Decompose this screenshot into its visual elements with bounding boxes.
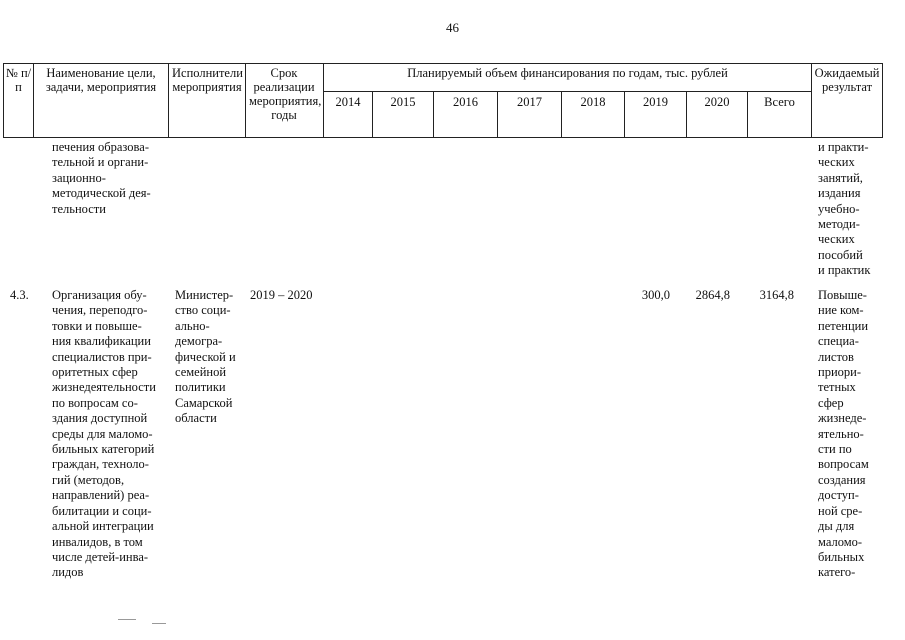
header-result: Ожидаемый результат — [814, 66, 880, 94]
scan-speck — [152, 623, 166, 624]
row-name: Организация обу- чения, переподго- товки и повыше- ния квалификации специалистов при- оритетных сфер жизнедеятельности по вопросам со- здания доступной среды для маломо- бильных категорий граждан, техноло- гий (методов, направлений) реа- билитации и соци- альной интеграции инвалидов, в том числе детей-инва- лидов — [52, 288, 156, 580]
value-2019: 300,0 — [641, 288, 670, 302]
header-executors: Исполнители мероприятия — [172, 66, 243, 94]
header-year: 2018 — [580, 95, 606, 109]
header-num: № п/п — [5, 66, 32, 94]
header-year: 2014 — [335, 95, 361, 109]
value-total: 3164,8 — [759, 288, 794, 302]
header-year: 2019 — [643, 95, 668, 109]
row-result: Повыше- ние ком- петенции специа- листов приори- тетных сфер жизнеде- ятельно- сти по вопросам создания доступ- ной сре- ды для маломо- бильных катего- — [818, 288, 869, 580]
header-financing: Планируемый объем финансирования по годам, тыс. рублей — [407, 66, 728, 80]
header-year: 2020 — [704, 95, 730, 109]
header-term: Срок реализации мероприятия, годы — [249, 66, 322, 122]
scan-speck — [118, 619, 136, 620]
header-year: 2015 — [390, 95, 416, 109]
header-year: Всего — [764, 95, 795, 109]
page-number: 46 — [446, 20, 459, 35]
row-term: 2019 – 2020 — [250, 288, 313, 302]
header-year: 2016 — [453, 95, 478, 109]
value-2020: 2864,8 — [695, 288, 730, 302]
row-executors: Министер- ство соци- ально- демогра- фической и семейной политики Самарской области — [175, 288, 236, 426]
header-year: 2017 — [517, 95, 542, 109]
continued-row-result: и практи- ческих занятий, издания учебно- методи- ческих пособий и практик — [818, 140, 871, 278]
row-number: 4.3. — [10, 288, 29, 302]
header-name: Наименование цели, задачи, мероприятия — [45, 66, 157, 94]
continued-row-name: печения образова- тельной и органи- зационно- методической дея- тельности — [52, 140, 151, 216]
